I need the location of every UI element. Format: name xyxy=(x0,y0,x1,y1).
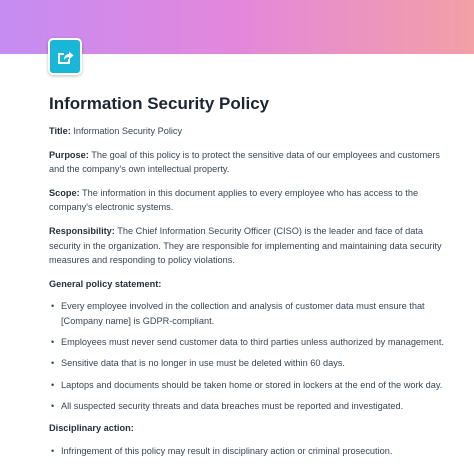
disciplinary-list xyxy=(49,444,449,459)
title-text: Information Security Policy xyxy=(73,126,183,136)
responsibility-label: Responsibility: xyxy=(49,225,115,236)
disciplinary-heading: Disciplinary action: xyxy=(49,423,134,434)
list-item: • All suspected security threats and data breaches must be reported and investigated. xyxy=(49,399,449,414)
scope-text: The information in this document applies to every employee who has access to the company's electronic systems. xyxy=(49,187,419,213)
list-item: • Every employee involved in the collection and analysis of customer data must ensure that [Company name] is GDPR-compliant. xyxy=(49,299,449,328)
purpose-label: Purpose: xyxy=(49,149,89,160)
purpose-text: The goal of this policy is to protect the sensitive data of our employees and customers and the company's own intellectual property. xyxy=(49,149,441,175)
list-item: • Employees must never send customer data to third parties unless authorized by management. xyxy=(49,335,449,350)
list-item: • Sensitive data that is no longer in use must be deleted within 60 days. xyxy=(49,356,449,371)
general-policy-list xyxy=(49,299,449,413)
share-arrow-icon xyxy=(55,47,75,67)
policy-body xyxy=(49,124,449,466)
scope-paragraph xyxy=(49,186,449,215)
list-item: • Infringement of this policy may result in disciplinary action or criminal prosecution. xyxy=(49,444,449,459)
title-line xyxy=(49,124,449,139)
scope-label: Scope: xyxy=(49,187,80,198)
app-icon-tile xyxy=(48,38,82,75)
general-policy-heading: General policy statement: xyxy=(49,278,162,289)
page-title: Information Security Policy xyxy=(49,94,270,113)
title-label: Title: xyxy=(49,126,71,136)
responsibility-paragraph xyxy=(49,224,449,268)
list-item: • Laptops and documents should be taken home or stored in lockers at the end of the work day. xyxy=(49,378,449,393)
responsibility-text: The Chief Information Security Officer (CISO) is the leader and face of data security in the organization. They are responsible for implementing and maintaining data security measures and responding to policy violations. xyxy=(49,225,442,266)
purpose-paragraph xyxy=(49,148,449,177)
